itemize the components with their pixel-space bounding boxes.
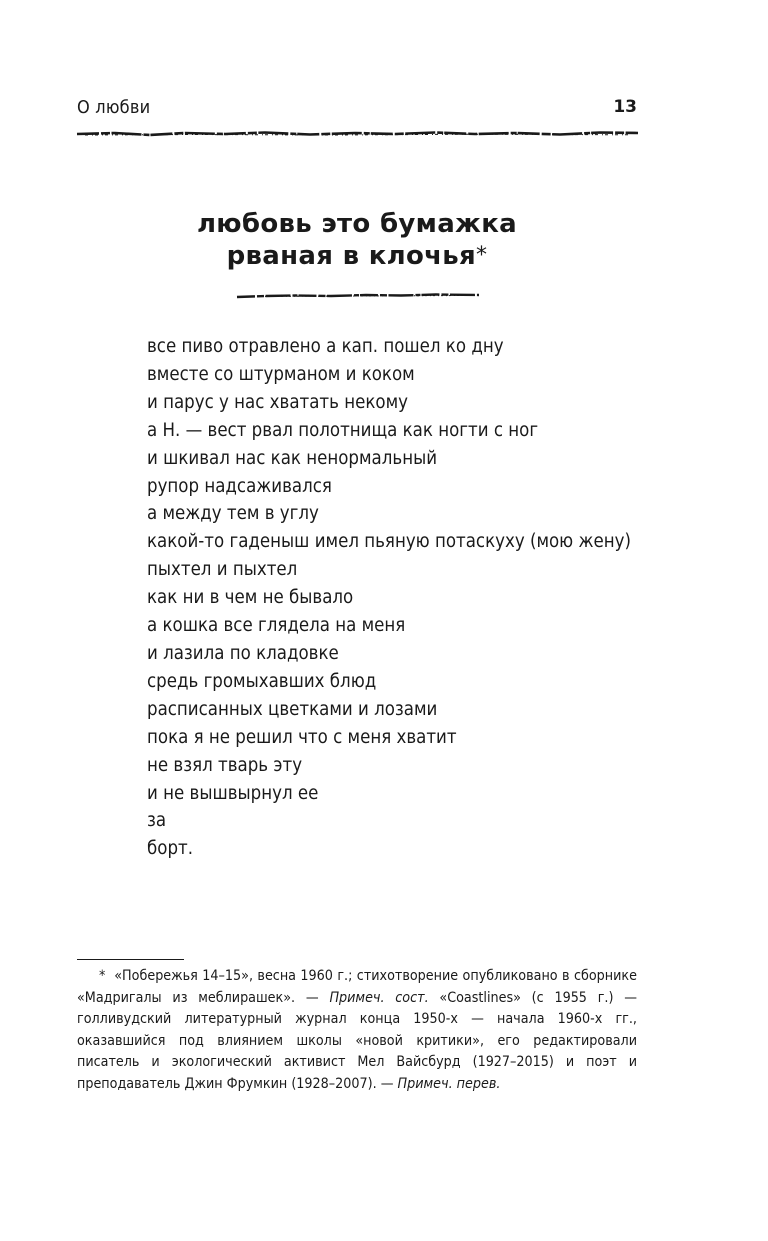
poem-line: средь громыхавших блюд <box>147 670 377 692</box>
footnote-note-translator: Примеч. перев. <box>397 1075 501 1092</box>
footnote <box>77 966 637 1095</box>
poem-line: и не вышвырнул ее <box>147 782 319 804</box>
running-head <box>77 97 637 123</box>
poem-line: и шкивал нас как ненормальный <box>147 447 438 469</box>
poem-line: рупор надсаживался <box>147 475 332 497</box>
header-rule <box>75 128 640 138</box>
footnote-marker: * <box>99 968 106 984</box>
footnote-text-1: «Побережья 14–15», весна 1960 г.; стихотворение опубликовано в сборнике «Мадригалы из меблирашек». — <box>77 968 637 1006</box>
poem-title <box>0 208 714 272</box>
footnote-text-2: «Coastlines» (с 1955 г.) — голливудский литературный журнал конца 1950-х — начала 1960-х гг., оказавшийся под влиянием школы «новой критики», его редактировали писатель и экологический активист Мел Вайсбурд (1927–2015) и поэт и преподаватель Джин Фрумкин (1928–2007). — <box>77 989 637 1092</box>
poem-line: пыхтел и пыхтел <box>147 559 298 581</box>
poem-line: а Н. — вест рвал полотнища как ногти с ног <box>147 419 539 441</box>
poem-line: расписанных цветками и лозами <box>147 698 438 720</box>
page-number: 13 <box>613 97 637 117</box>
poem-line: не взял тварь эту <box>147 754 303 776</box>
poem-line: за <box>147 810 167 832</box>
poem-line: пока я не решил что с меня хватит <box>147 726 457 748</box>
poem-line: какой-то гаденыш имел пьяную потаскуху (мою жену) <box>147 531 631 553</box>
footnote-note-compiler: Примеч. сост. <box>329 989 429 1006</box>
footnote-rule <box>77 959 184 960</box>
poem-line: а между тем в углу <box>147 503 319 525</box>
poem-title-line-2 <box>0 240 714 272</box>
poem-line: как ни в чем не бывало <box>147 587 354 609</box>
poem-title-line-1: любовь это бумажка <box>196 209 518 239</box>
poem-line: вместе со штурманом и коком <box>147 363 415 385</box>
poem-line: и парус у нас хватать некому <box>147 391 408 413</box>
poem-title-line-2-text: рваная в клочья <box>226 241 477 271</box>
title-rule <box>236 290 480 300</box>
poem-line: все пиво отравлено а кап. пошел ко дну <box>147 336 504 357</box>
poem-line: а кошка все глядела на меня <box>147 615 406 637</box>
poem-body <box>147 333 707 863</box>
footnote-asterisk: * <box>476 243 488 268</box>
poem-line: борт. <box>147 838 193 860</box>
section-title: О любви <box>77 97 151 118</box>
poem-line: и лазила по кладовке <box>147 642 339 664</box>
